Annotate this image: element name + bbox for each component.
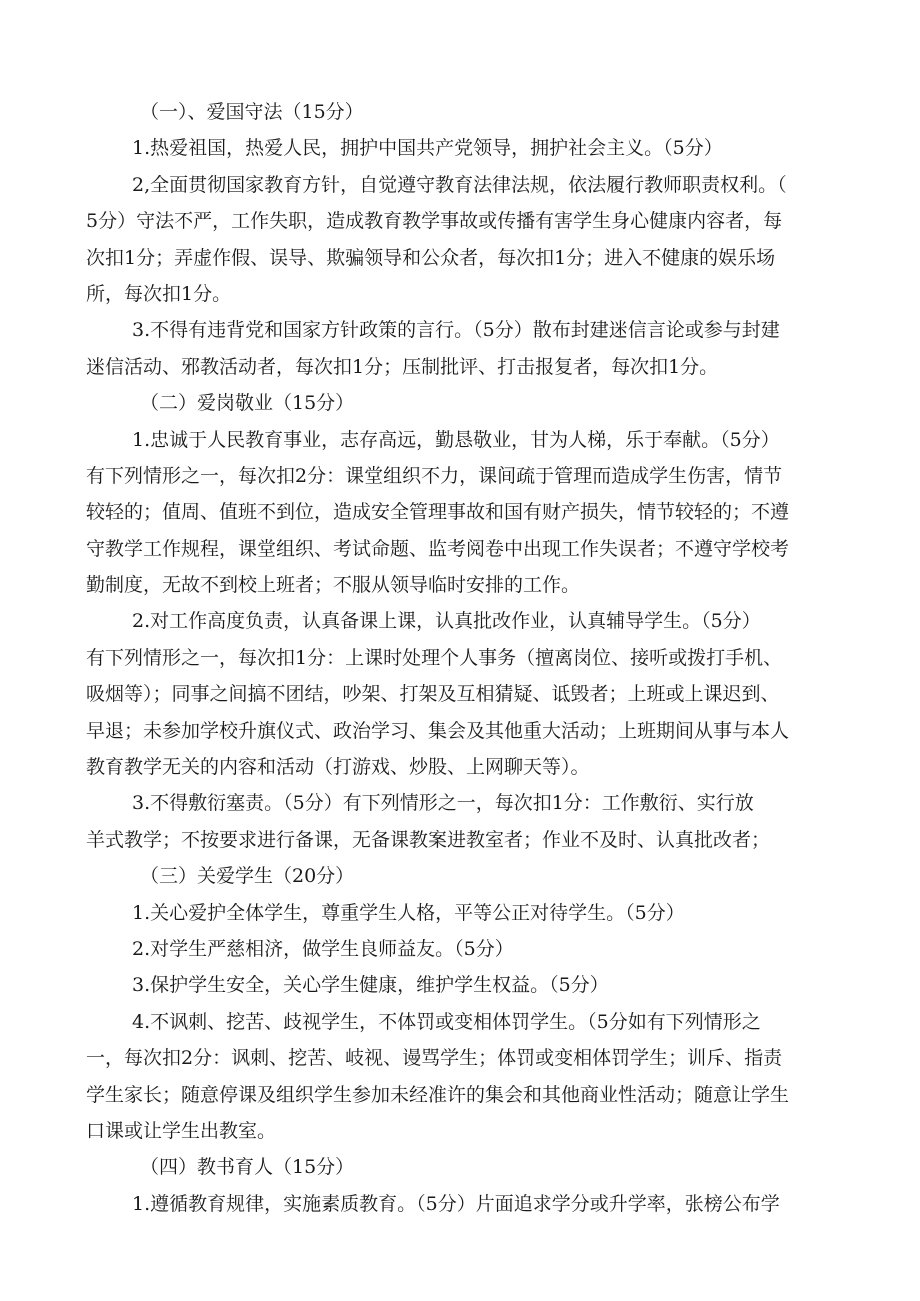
paragraph-line: 学生家长；随意停课及组织学生参加未经准许的集会和其他商业性活动；随意让学生 [86, 1083, 790, 1106]
paragraph-line: 较轻的；值周、值班不到位，造成安全管理事故和国有财产损失，情节较轻的；不遵 [86, 501, 790, 524]
paragraph-line: 3.不得有违背党和国家方针政策的言行。（5分）散布封建迷信言论或参与封建 [132, 319, 780, 342]
section-heading: （三）关爱学生（20分） [140, 865, 355, 888]
paragraph-line: 勤制度，无故不到校上班者；不服从领导临时安排的工作。 [86, 574, 581, 597]
paragraph-line: 2.对学生严慈相济，做学生良师益友。（5分） [132, 937, 514, 960]
section-heading: （一）、爱国守法（15分） [140, 101, 364, 123]
section-heading: （四）教书育人（15分） [140, 1156, 355, 1179]
paragraph-line: 1.忠诚于人民教育事业，志存高远，勤恳敬业，甘为人梯，乐于奉献。（5分） [132, 428, 780, 451]
paragraph-line: 1.关心爱护全体学生，尊重学生人格，平等公正对待学生。（5分） [132, 901, 685, 924]
paragraph-line: 有下列情形之一，每次扣2分：课堂组织不力，课间疏于管理而造成学生伤害，情节 [86, 464, 783, 487]
paragraph-line: 吸烟等）；同事之间搞不团结，吵架、打架及互相猜疑、诋毁者；上班或上课迟到、 [86, 683, 780, 706]
paragraph-line: 5分）守法不严，工作失职，造成教育教学事故或传播有害学生身心健康内容者，每 [86, 210, 783, 233]
document-body [86, 94, 846, 1222]
paragraph-line: 有下列情形之一，每次扣1分：上课时处理个人事务（擅离岗位、接听或拨打手机、 [86, 646, 783, 669]
paragraph-line: 教育教学无关的内容和活动（打游戏、炒股、上网聊天等）。 [86, 756, 590, 779]
paragraph-line: 1.遵循教育规律，实施素质教育。（5分）片面追求学分或升学率，张榜公布学 [132, 1192, 780, 1215]
section-heading: （二）爱岗敬业（15分） [140, 392, 355, 415]
paragraph-line: 口课或让学生出教室。 [86, 1119, 277, 1142]
paragraph-line: 守教学工作规程，课堂组织、考试命题、监考阅卷中出现工作失误者；不遵守学校考 [86, 537, 790, 560]
paragraph-line: 羊式教学；不按要求进行备课，无备课教案进教室者；作业不及时、认真批改者； [86, 828, 771, 851]
paragraph-line: 3.不得敷衍塞责。（5分）有下列情形之一，每次扣1分：工作敷衍、实行放 [132, 792, 754, 815]
paragraph-line: 早退；未参加学校升旗仪式、政治学习、集会及其他重大活动；上班期间从事与本人 [86, 719, 790, 742]
paragraph-line: 2.对工作高度负责，认真备课上课，认真批改作业，认真辅导学生。（5分） [132, 610, 761, 633]
paragraph-line: 3.保护学生安全，关心学生健康，维护学生权益。（5分） [132, 974, 609, 997]
paragraph-line: 迷信活动、邪教活动者，每次扣1分；压制批评、打击报复者，每次扣1分。 [86, 355, 719, 378]
paragraph-line: 一，每次扣2分：讽刺、挖苦、岐视、谩骂学生；体罚或变相体罚学生；训斥、指责 [86, 1047, 783, 1070]
paragraph-line: 所，每次扣1分。 [86, 282, 232, 305]
paragraph-line: 次扣1分；弄虚作假、误导、欺骗领导和公众者，每次扣1分；进入不健康的娱乐场 [86, 246, 776, 269]
paragraph-line: 2,全面贯彻国家教育方针，自觉遵守教育法律法规，依法履行教师职责权利。（ [132, 173, 787, 196]
paragraph-line: 1.热爱祖国，热爱人民，拥护中国共产党领导，拥护社会主义。（5分） [132, 137, 723, 160]
paragraph-line: 4.不讽刺、挖苦、歧视学生，不体罚或变相体罚学生。（5分如有下列情形之 [132, 1010, 761, 1033]
